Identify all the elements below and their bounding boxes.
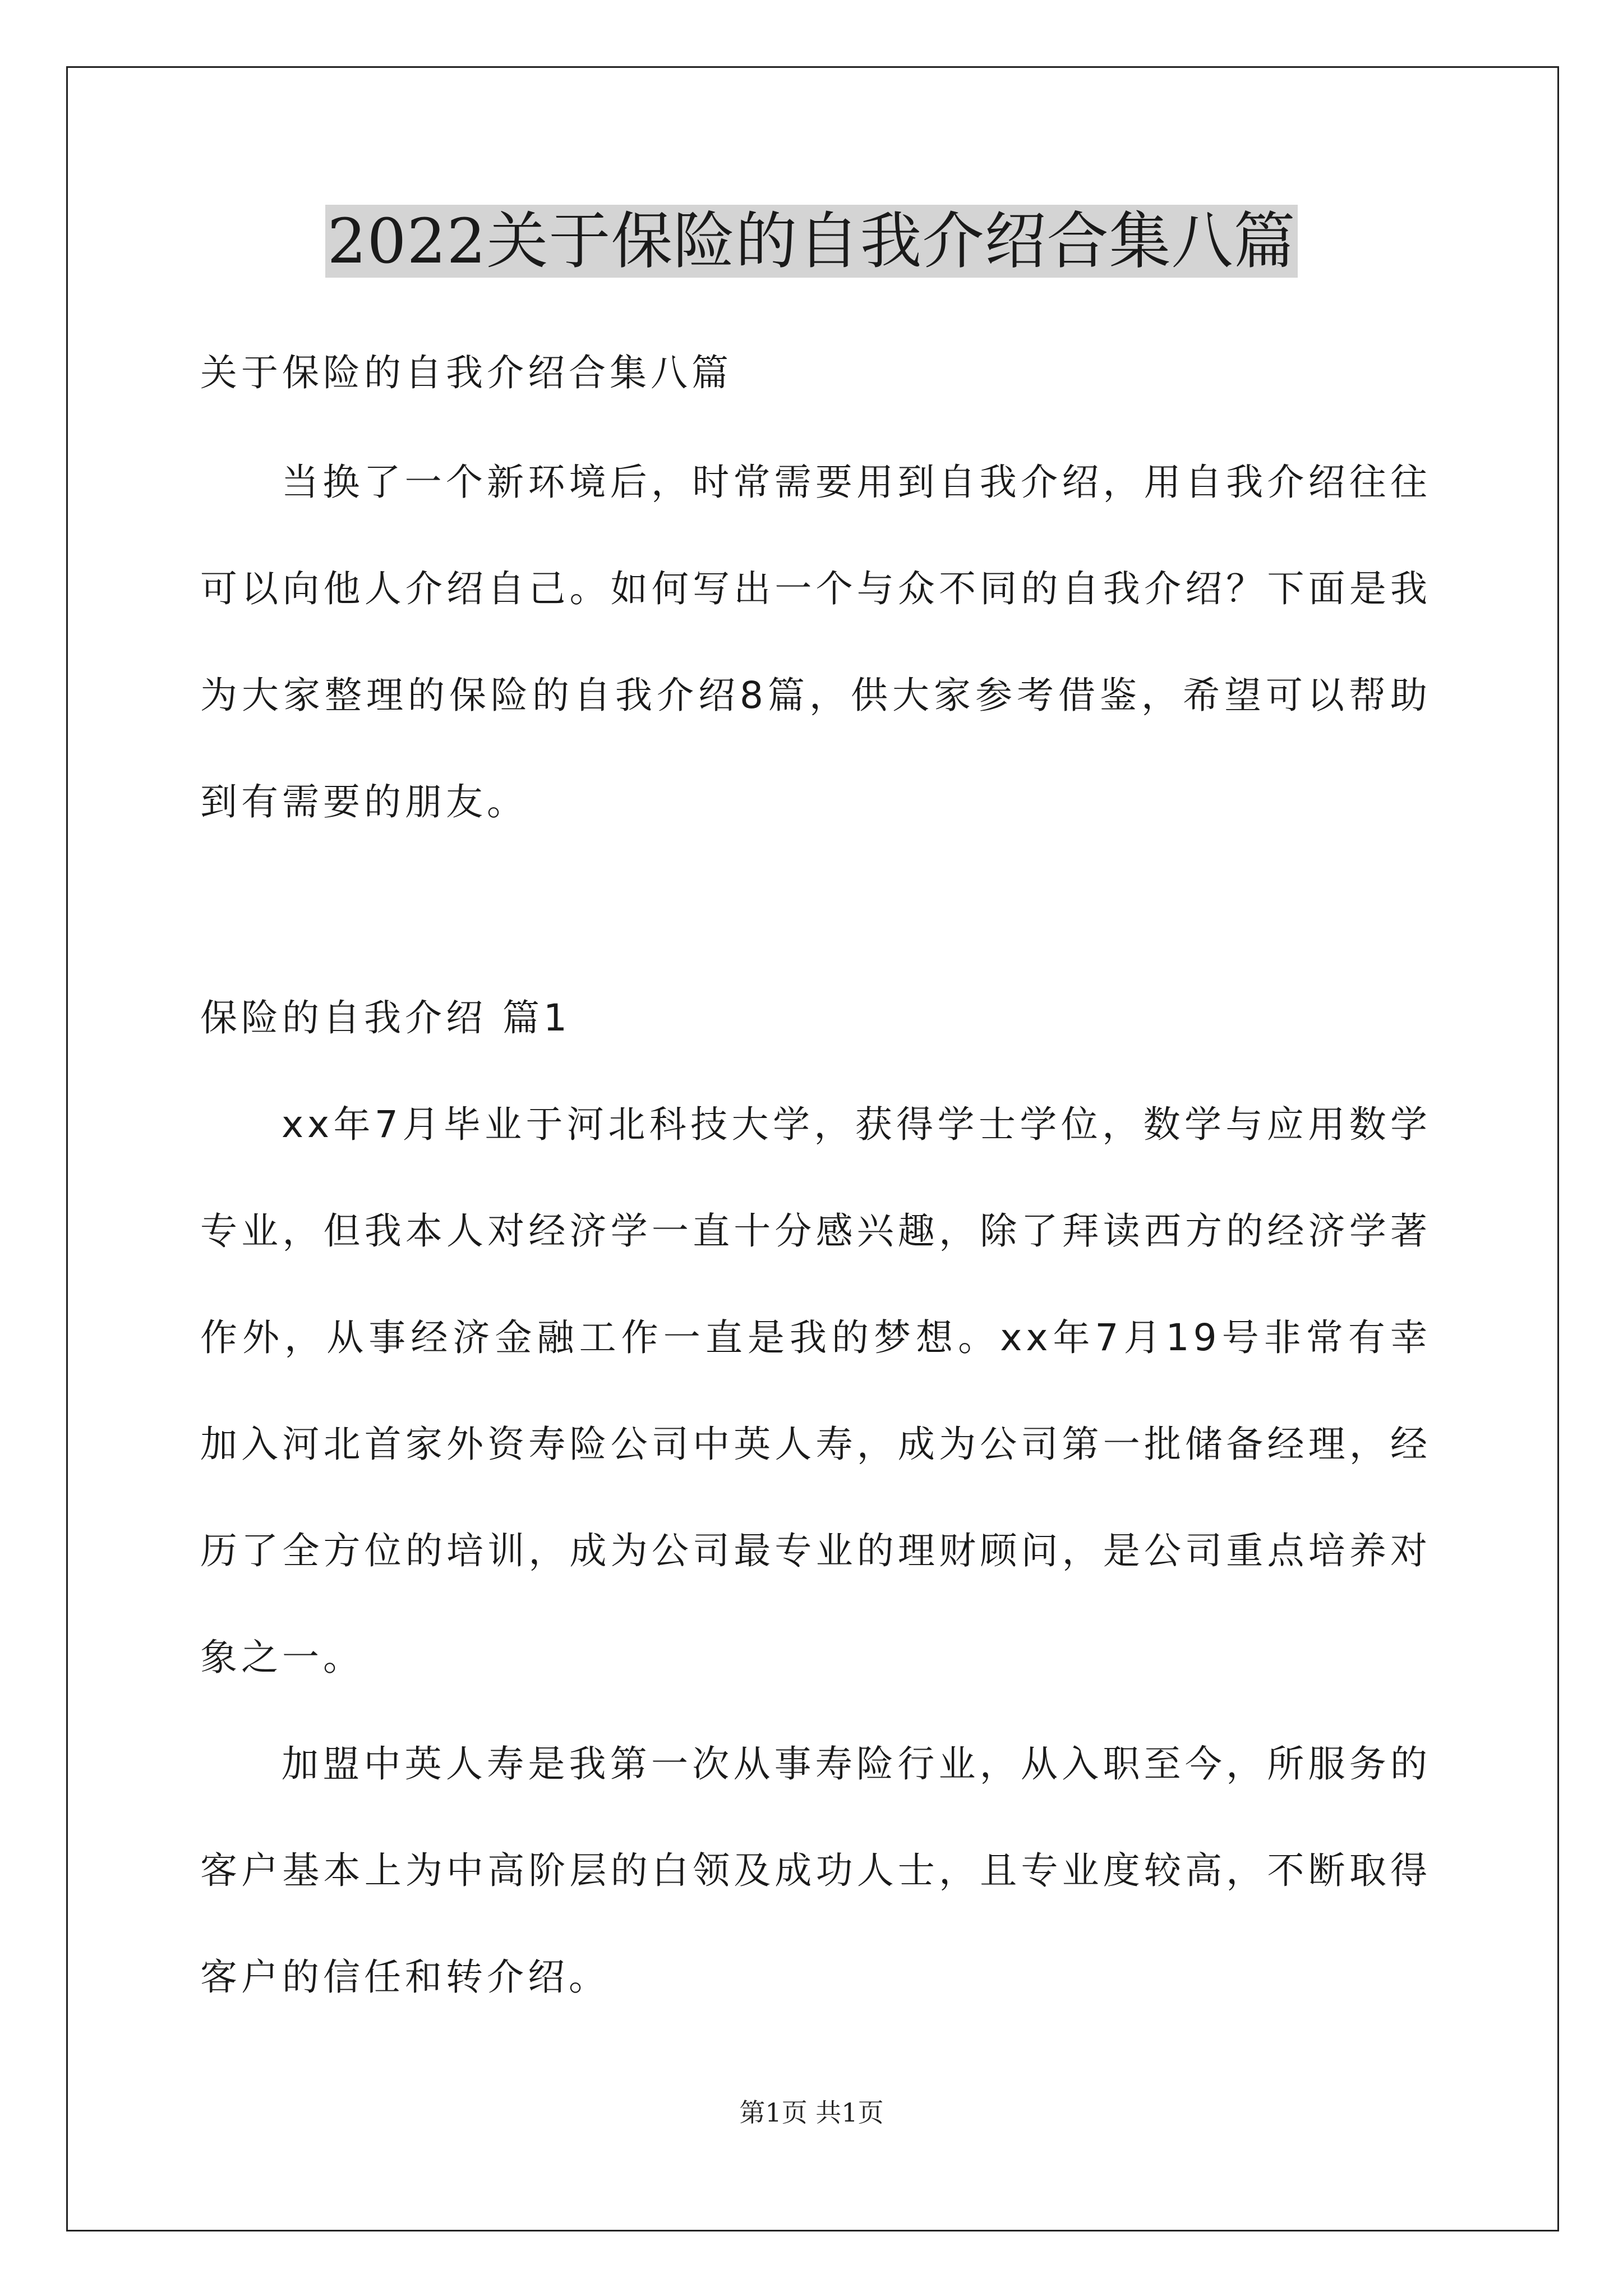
paragraph-line: 客户基本上为中高阶层的白领及成功人士，且专业度较高，不断取得 [200, 1849, 1431, 1892]
section-heading: 保险的自我介绍 篇1 [200, 996, 571, 1039]
intro-line: 到有需要的朋友。 [200, 780, 528, 823]
page-footer: 第1页 共1页 [739, 2097, 884, 2128]
paragraph-line: xx年7月毕业于河北科技大学，获得学士学位，数学与应用数学 [282, 1103, 1431, 1146]
paragraph-line: 专业，但我本人对经济学一直十分感兴趣，除了拜读西方的经济学著 [200, 1209, 1431, 1253]
paragraph-line: 象之一。 [200, 1636, 364, 1679]
title-container [0, 205, 1623, 278]
paragraph-line: 加盟中英人寿是我第一次从事寿险行业，从入职至今，所服务的 [282, 1742, 1431, 1786]
paragraph-line: 历了全方位的培训，成为公司最专业的理财顾问，是公司重点培养对 [200, 1529, 1431, 1572]
subtitle: 关于保险的自我介绍合集八篇 [200, 351, 732, 394]
paragraph-line: 作外，从事经济金融工作一直是我的梦想。xx年7月19号非常有幸 [200, 1316, 1431, 1359]
intro-line: 为大家整理的保险的自我介绍8篇，供大家参考借鉴，希望可以帮助 [200, 674, 1431, 717]
paragraph-line: 客户的信任和转介绍。 [200, 1955, 610, 1999]
intro-line: 当换了一个新环境后，时常需要用到自我介绍，用自我介绍往往 [282, 461, 1431, 504]
document-title: 2022关于保险的自我介绍合集八篇 [325, 205, 1298, 278]
paragraph-line: 加入河北首家外资寿险公司中英人寿，成为公司第一批储备经理，经 [200, 1423, 1431, 1466]
intro-line: 可以向他人介绍自己。如何写出一个与众不同的自我介绍？下面是我 [200, 567, 1431, 610]
